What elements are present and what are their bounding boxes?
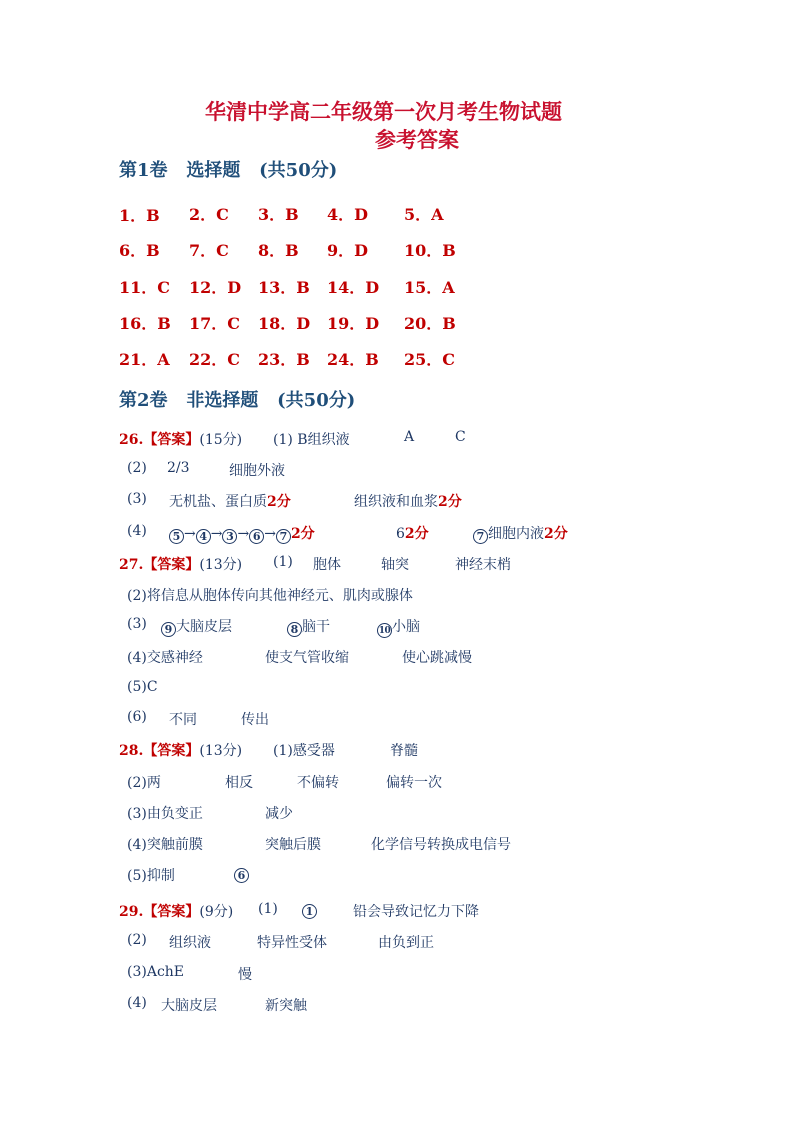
arrow-icon: → bbox=[210, 526, 223, 542]
q29-answer-1 bbox=[302, 901, 317, 919]
mc-answer: 17．C bbox=[189, 314, 241, 333]
q28-answer-1: 脊髓 bbox=[390, 743, 418, 759]
q28-answer-4: (4)突触前膜 bbox=[127, 837, 203, 853]
mc-answer: 14．D bbox=[327, 278, 380, 297]
mc-answer: 1．B bbox=[119, 206, 160, 225]
mc-answer: 11．C bbox=[119, 278, 171, 297]
circled-number: 8 bbox=[287, 622, 302, 637]
circled-number: 9 bbox=[161, 622, 176, 637]
mc-answer: 13．B bbox=[258, 278, 310, 297]
section1-label: 第1卷 bbox=[119, 160, 168, 181]
q27-answer-3: (3) bbox=[127, 616, 147, 632]
q28-answer-1: (1)感受器 bbox=[273, 743, 335, 759]
q26-line1 bbox=[119, 429, 242, 449]
q28-answer-5 bbox=[234, 865, 249, 883]
q27-answer-1: 神经末梢 bbox=[455, 557, 511, 573]
mc-answer: 23．B bbox=[258, 350, 310, 369]
q28-answer-5: (5)抑制 bbox=[127, 868, 175, 884]
q28-answer-3: 减少 bbox=[265, 806, 293, 822]
q29-answer-1: 铅会导致记忆力下降 bbox=[353, 904, 479, 920]
q27-answer-2: (2)将信息从胞体传向其他神经元、肌肉或腺体 bbox=[127, 588, 413, 604]
section2-heading bbox=[119, 386, 355, 412]
mc-answer: 20．B bbox=[404, 314, 456, 333]
section2-label: 第2卷 bbox=[119, 390, 168, 411]
circled-number: 1 bbox=[302, 904, 317, 919]
q29-answer-4: (4) bbox=[127, 995, 147, 1011]
q27-answer-1: 胞体 bbox=[313, 557, 341, 573]
q29-answer-1: (1) bbox=[258, 901, 278, 917]
q28-line1 bbox=[119, 740, 242, 760]
section1-score: (共50分) bbox=[259, 160, 338, 181]
q26-answer-3: (3) bbox=[127, 491, 147, 507]
q27-answer-3: 9 大脑皮层 bbox=[161, 616, 232, 637]
q26-head: 26.【答案】 bbox=[119, 432, 200, 448]
arrow-icon: → bbox=[237, 526, 250, 542]
section2-score: (共50分) bbox=[277, 390, 356, 411]
q28-answer-2: (2)两 bbox=[127, 775, 161, 791]
q27-answer-4: 使心跳减慢 bbox=[402, 650, 472, 666]
circled-number: 10 bbox=[377, 623, 392, 638]
q28-answer-4: 化学信号转换成电信号 bbox=[371, 837, 511, 853]
q27-answer-4: 使支气管收缩 bbox=[265, 650, 349, 666]
q29-answer-3: 慢 bbox=[238, 967, 252, 983]
q29-answer-2: 组织液 bbox=[169, 935, 211, 951]
q28-answer-3: (3)由负变正 bbox=[127, 806, 203, 822]
q26-answer-1: (1) B组织液 bbox=[273, 432, 350, 448]
q27-answer-3: 10 小脑 bbox=[378, 619, 420, 636]
q26-circuit-chain bbox=[169, 523, 315, 544]
circled-number: 5 bbox=[169, 529, 184, 544]
mc-answer: 10．B bbox=[404, 241, 456, 260]
mc-answer: 15．A bbox=[404, 278, 455, 297]
q29-head: 29.【答案】 bbox=[119, 904, 200, 920]
page-title: 华清中学高二年级第一次月考生物试题 bbox=[205, 99, 562, 124]
q29-answer-4: 新突触 bbox=[265, 998, 307, 1014]
q26-points: (15分) bbox=[199, 432, 243, 448]
score-note: 2分 bbox=[290, 526, 315, 542]
mc-answer: 24．B bbox=[327, 350, 379, 369]
mc-answer: 21．A bbox=[119, 350, 170, 369]
q29-points: (9分) bbox=[199, 904, 234, 920]
q28-answer-2: 不偏转 bbox=[297, 775, 339, 791]
mc-answer: 6．B bbox=[119, 241, 160, 260]
q28-answer-2: 相反 bbox=[225, 775, 253, 791]
q27-answer-3: 8 脑干 bbox=[287, 616, 330, 637]
mc-answer: 2．C bbox=[189, 205, 229, 224]
mc-answer: 19．D bbox=[327, 314, 380, 333]
section1-name: 选择题 bbox=[186, 160, 241, 181]
q27-line1 bbox=[119, 554, 242, 574]
arrow-icon: → bbox=[264, 526, 276, 542]
q28-points: (13分) bbox=[199, 743, 243, 759]
q29-line1 bbox=[119, 901, 233, 921]
q29-answer-4: 大脑皮层 bbox=[161, 998, 217, 1014]
q26-answer-1: C bbox=[455, 429, 466, 445]
q27-answer-5: (5)C bbox=[127, 679, 158, 695]
mc-answer: 9．D bbox=[327, 241, 369, 260]
circled-number: 6 bbox=[249, 529, 264, 544]
page-subtitle: 参考答案 bbox=[375, 127, 459, 152]
q26-answer-2: 细胞外液 bbox=[229, 463, 285, 479]
q28-answer-2: 偏转一次 bbox=[386, 775, 442, 791]
circled-number: 4 bbox=[196, 529, 211, 544]
q26-answer-3: 组织液和血浆2分 bbox=[354, 494, 462, 510]
q28-answer-4: 突触后膜 bbox=[265, 837, 321, 853]
q27-answer-1: (1) bbox=[273, 554, 293, 570]
q26-answer-3: 无机盐、蛋白质2分 bbox=[169, 494, 291, 510]
mc-answer: 22．C bbox=[189, 350, 241, 369]
q28-head: 28.【答案】 bbox=[119, 743, 200, 759]
mc-answer: 25．C bbox=[404, 350, 456, 369]
circled-number: 7 bbox=[473, 529, 488, 544]
mc-answer: 16．B bbox=[119, 314, 171, 333]
q29-answer-3: (3)AchE bbox=[127, 964, 185, 980]
q27-answer-6: (6) bbox=[127, 709, 147, 725]
q27-answer-1: 轴突 bbox=[381, 557, 409, 573]
q26-answer-2: (2) bbox=[127, 460, 147, 476]
q27-answer-4: (4)交感神经 bbox=[127, 650, 203, 666]
mc-answer: 18．D bbox=[258, 314, 311, 333]
q26-answer-1: A bbox=[404, 429, 415, 445]
q29-answer-2: 由负到正 bbox=[378, 935, 434, 951]
q26-answer-4b: 62分 bbox=[396, 526, 429, 542]
q29-answer-2: (2) bbox=[127, 932, 147, 948]
mc-answer: 8．B bbox=[258, 241, 299, 260]
q27-points: (13分) bbox=[199, 557, 243, 573]
q26-answer-4: (4) bbox=[127, 523, 147, 539]
q27-answer-6: 传出 bbox=[241, 712, 269, 728]
mc-answer: 5．A bbox=[404, 205, 444, 224]
arrow-icon: → bbox=[184, 526, 196, 542]
mc-answer: 7．C bbox=[189, 241, 229, 260]
section2-name: 非选择题 bbox=[186, 390, 259, 411]
mc-answer: 12．D bbox=[189, 278, 242, 297]
mc-answer: 3．B bbox=[258, 205, 299, 224]
circled-number: 3 bbox=[222, 529, 237, 544]
q29-answer-2: 特异性受体 bbox=[257, 935, 327, 951]
section1-heading bbox=[119, 156, 337, 182]
circled-number: 6 bbox=[234, 868, 249, 883]
circled-number: 7 bbox=[276, 529, 291, 544]
q27-answer-6: 不同 bbox=[169, 712, 197, 728]
q26-answer-4c: 7 细胞内液2分 bbox=[473, 523, 568, 544]
mc-answer: 4．D bbox=[327, 205, 369, 224]
q26-answer-2: 2/3 bbox=[167, 460, 190, 476]
q27-head: 27.【答案】 bbox=[119, 557, 200, 573]
